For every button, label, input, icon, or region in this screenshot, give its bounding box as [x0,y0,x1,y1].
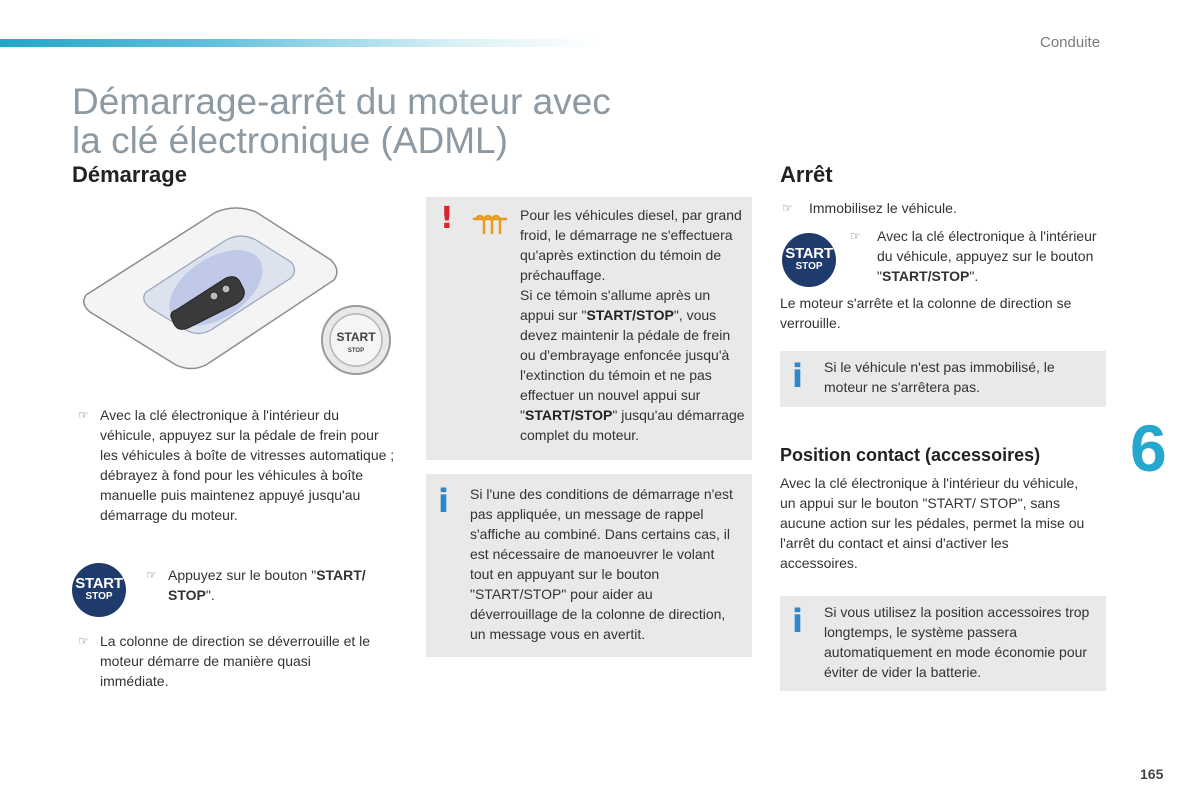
warning-exclamation-icon: ! [440,201,454,236]
warning-text: Pour les véhicules diesel, par grand froid, le démarrage ne s'effectuera qu'après extinction du témoin de préchauffage. Si ce témoin s'allume après un appui sur "START/STOP", vous devez maintenir la pédale de frein ou d'embrayage enfoncée jusqu'à l'extinction du témoin et ne pas effectuer un nouvel appui sur "START/STOP" jusqu'au démarrage complet du moteur. [520,207,745,443]
info-box-immobilize [780,351,1106,407]
info-accessories-text: Si vous utilisez la position accessoires trop longtemps, le système passera automatiquement en mode économie pour éviter de vider la batterie. [824,604,1090,680]
stop-result-text: Le moteur s'arrête et la colonne de direction se verrouille. [780,295,1072,331]
chapter-number: 6 [1130,411,1167,485]
hand-pointer-icon: ☞ [850,229,861,243]
accessories-text: Avec la clé électronique à l'intérieur du véhicule, un appui sur le bouton "START/ STOP", sans aucune action sur les pédales, permet la mise ou l'arrêt du contact et ainsi d'activer les accessoires. [780,475,1085,571]
info-icon: i [792,357,803,395]
page-number: 165 [1140,766,1164,782]
list-item-press-button [850,226,1100,288]
warning-box [426,197,752,460]
info-box-conditions [426,474,752,657]
info-conditions-text: Si l'une des conditions de démarrage n'est pas appliquée, un message de rappel s'affiche au combiné. Dans certains cas, il est nécessaire de manoeuvrer le volant tout en appuyant sur le bouton "START/STOP" pour aider au déverrouillage de la colonne de direction, un message vous en avertit. [470,486,733,642]
illustration-button-line1: START [336,330,376,344]
info-box-accessories [780,596,1106,691]
hand-pointer-icon: ☞ [78,634,89,648]
immobilize-text: Immobilisez le véhicule. [809,200,957,216]
section-label: Conduite [1040,34,1101,51]
bullet2-text: Appuyez sur le bouton "START/ STOP". [168,567,366,603]
hand-pointer-icon: ☞ [78,408,89,422]
list-item-immobilize [782,198,1102,220]
start-stop-button-icon [72,563,126,617]
info-immobilize-text: Si le véhicule n'est pas immobilisé, le moteur ne s'arrêtera pas. [824,359,1055,395]
title-line-1: Démarrage-arrêt du moteur avec [72,81,611,122]
start-stop-illustration-button [322,306,390,374]
hand-pointer-icon: ☞ [782,201,793,215]
start-stop-button-icon [782,233,836,287]
heading-accessories: Position contact (accessoires) [780,445,1041,465]
stop-label: STOP [85,591,113,602]
heading-demarrage: Démarrage [72,162,187,187]
illustration-button-line2: STOP [347,348,365,354]
bullet1-text: Avec la clé électronique à l'intérieur du véhicule, appuyez sur la pédale de frein pour les véhicules à boîte de vitresses automatique ; débrayez à fond pour les véhicules à boîte manuelle puis maintenez appuyé jusqu'au démarrage du moteur. [100,407,395,523]
info-icon: i [438,482,449,520]
start-label: START [785,245,833,262]
car-illustration [76,200,406,390]
info-icon: i [792,602,803,640]
heading-arret: Arrêt [780,162,833,187]
list-item-bullet3 [78,631,398,695]
page-title [72,82,672,160]
press-button-text: Avec la clé électronique à l'intérieur du véhicule, appuyez sur le bouton "START/STOP". [877,228,1097,284]
list-item-bullet1 [78,405,398,535]
list-item-bullet2 [146,565,406,609]
header-accent-bar [0,39,600,47]
hand-pointer-icon: ☞ [146,568,157,582]
title-line-2: la clé électronique (ADML) [72,120,508,161]
glow-plug-icon [472,213,508,239]
start-label: START [75,575,123,592]
bullet3-text: La colonne de direction se déverrouille et le moteur démarre de manière quasi immédiate. [100,633,371,689]
stop-label: STOP [795,261,823,272]
